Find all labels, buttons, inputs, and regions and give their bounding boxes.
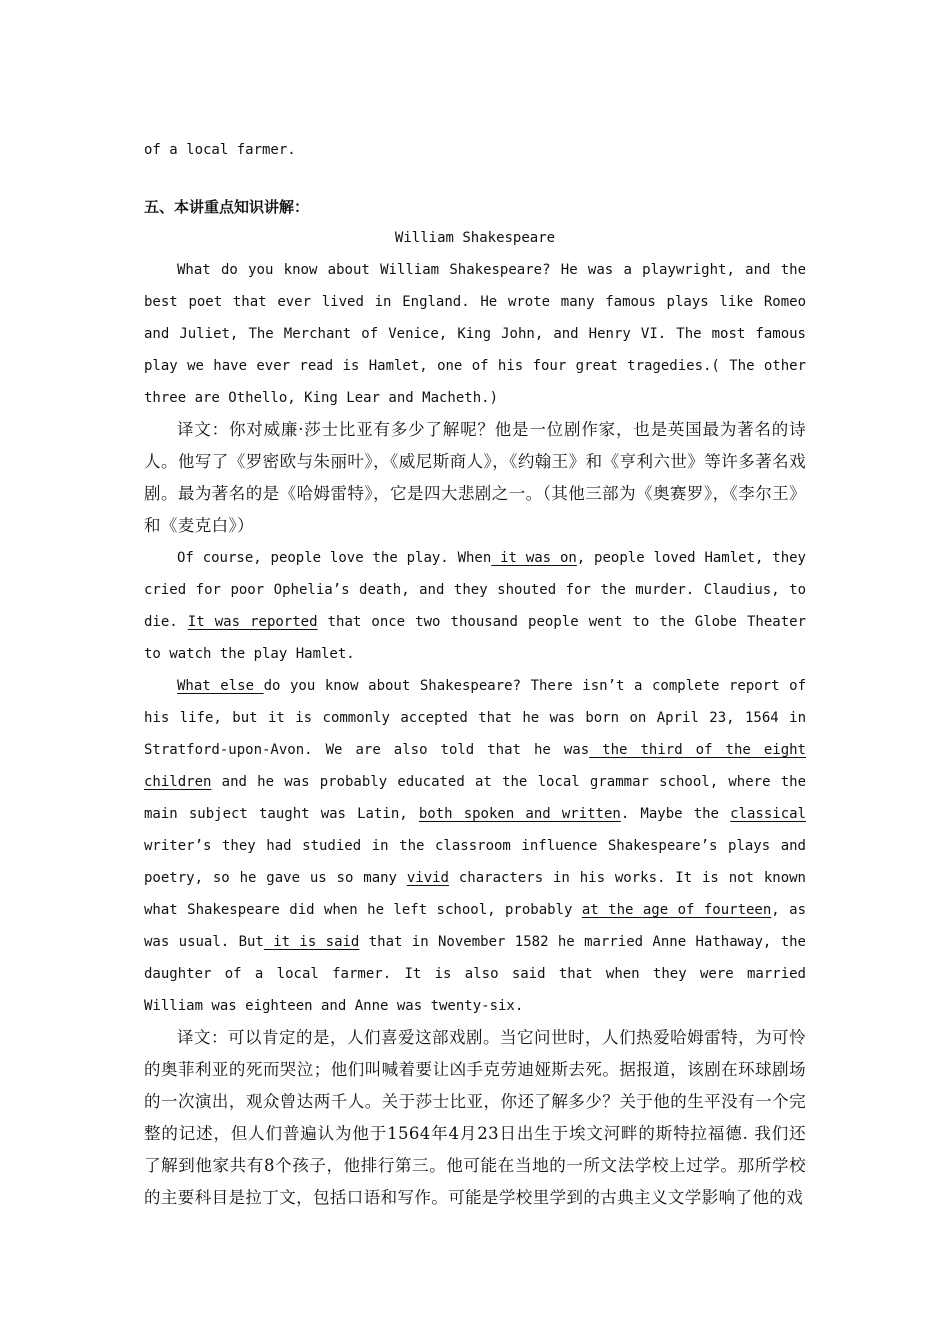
text-segment: do you know about Shakespeare? There isn’t a complete report of his life, but it is commonly accepted that he was born on April 23, 1564 in Stratford-upon-Avon. We are also told that he was — [144, 678, 806, 758]
text-segment: , people loved Hamlet, they cried for poor Ophelia’s death, and they shouted for the murder. Claudius, to die. — [144, 550, 806, 630]
text-segment: characters in his works. It is not known what Shakespeare did when he left school, probably — [144, 870, 806, 918]
text-segment: Of course, people love the play. When — [177, 550, 492, 566]
underlined-phrase: at the age of fourteen — [581, 902, 772, 918]
paragraph-intro-translation: 译文：你对威廉·莎士比亚有多少了解呢？他是一位剧作家，也是英国最为著名的诗人。他写了《罗密欧与朱丽叶》，《威尼斯商人》，《约翰王》和《亨利六世》等许多著名戏剧。最为著名的是《哈姆雷特》，它是四大悲剧之一。（其他三部为《奥赛罗》，《李尔王》和《麦克白》） — [144, 420, 806, 535]
article-title: William Shakespeare — [394, 230, 556, 246]
text-segment: and he was probably educated at the local grammar school, where the main subject taught was Latin, — [144, 774, 806, 822]
underlined-phrase: both spoken and written — [418, 806, 621, 822]
underlined-phrase: It was reported — [187, 614, 318, 630]
carry-over-line: of a local farmer. — [144, 142, 296, 158]
underlined-phrase: it was on — [491, 550, 577, 566]
text-segment: writer’s they had studied in the classroom influence Shakespeare’s plays and poetry, so he gave us so many — [144, 838, 806, 886]
text-segment: . Maybe the — [620, 806, 731, 822]
paragraph-intro: What do you know about William Shakespeare? He was a playwright, and the best poet that ever lived in England. He wrote many famous plays like Romeo and Juliet, The Merchant of Venice, King John, and Henry VI. The most famous play we have ever read is Hamlet, one of his four great tragedies.( The other three are Othello, King Lear and Macheth.) — [144, 262, 806, 406]
paragraph-life — [144, 670, 806, 1022]
underlined-phrase: it is said — [263, 934, 360, 950]
underlined-phrase: the third of the eight children — [144, 742, 806, 790]
text-segment: that once two thousand people went to the Globe Theater to watch the play Hamlet. — [144, 614, 806, 662]
underlined-phrase: What else — [177, 678, 264, 694]
text-segment: that in November 1582 he married Anne Hathaway, the daughter of a local farmer. It is also said that when they were married William was eighteen and Anne was twenty-six. — [144, 934, 806, 1014]
underlined-phrase: vivid — [406, 870, 449, 886]
section-heading: 五、本讲重点知识讲解： — [144, 198, 310, 216]
underlined-phrase: classical — [730, 806, 806, 822]
article-body — [144, 254, 806, 1214]
text-segment: , as was usual. But — [144, 902, 807, 950]
paragraph-life-translation: 译文：可以肯定的是，人们喜爱这部戏剧。当它问世时，人们热爱哈姆雷特，为可怜的奥菲利亚的死而哭泣；他们叫喊着要让凶手克劳迪娅斯去死。据报道，该剧在环球剧场的一次演出，观众曾达两千人。关于莎士比亚，你还了解多少？关于他的生平没有一个完整的记述，但人们普遍认为他于1564年4月23日出生于埃文河畔的斯特拉福德. 我们还了解到他家共有8个孩子，他排行第三。他可能在当地的一所文法学校上过学。那所学校的主要科目是拉丁文，包括口语和写作。可能是学校里学到的古典主义文学影响了他的戏 — [144, 1028, 806, 1207]
paragraph-hamlet — [144, 542, 806, 670]
